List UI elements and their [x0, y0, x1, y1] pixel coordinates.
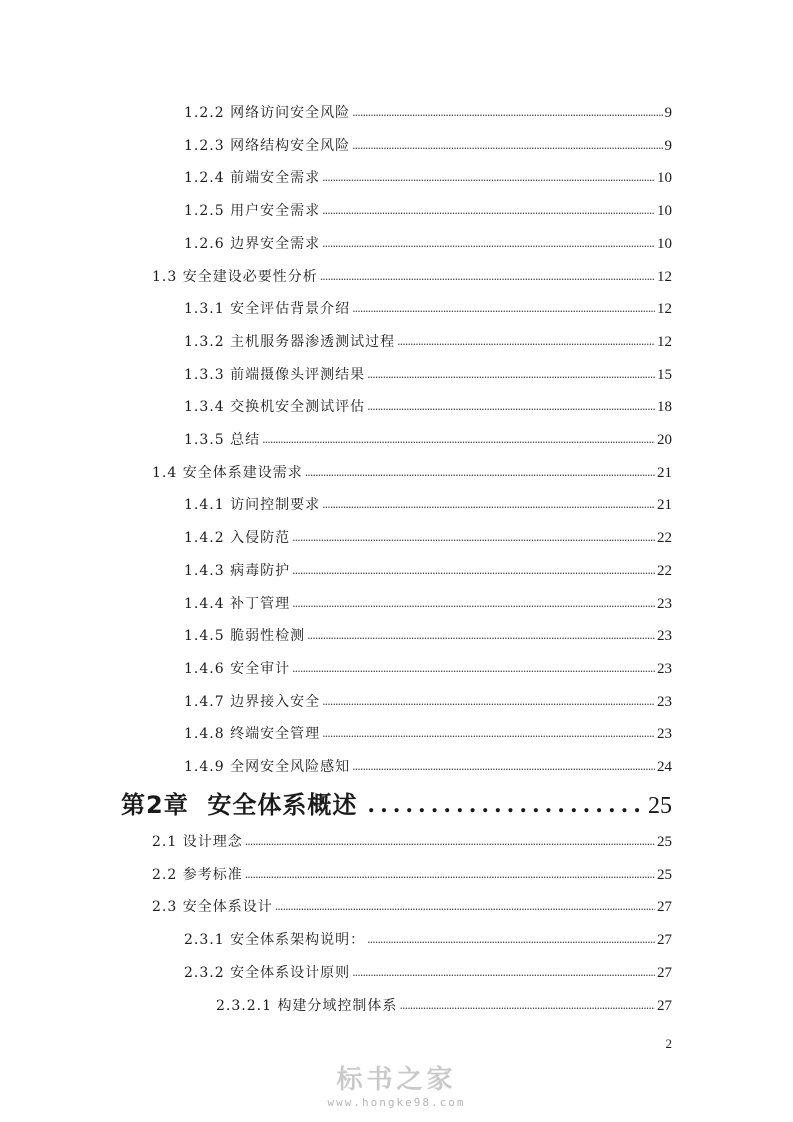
toc-entry-number: 1.4.5 — [184, 628, 225, 645]
dot-leader — [367, 933, 655, 946]
toc-entry-number: 1.2.6 — [184, 235, 225, 252]
toc-entry[interactable] — [184, 100, 672, 122]
toc-entry-title: 安全评估背景介绍 — [230, 301, 351, 318]
toc-entry[interactable] — [184, 329, 672, 351]
toc-entry-label — [184, 298, 352, 318]
toc-entry-title: 病毒防护 — [230, 562, 291, 579]
toc-entry[interactable] — [184, 394, 672, 416]
dot-leader — [322, 204, 655, 217]
toc-entry-label — [152, 462, 305, 482]
dot-leader — [292, 531, 655, 544]
toc-entry[interactable] — [152, 460, 672, 482]
toc-entry-title: 安全体系设计原则 — [230, 964, 351, 981]
toc-entry[interactable] — [184, 198, 672, 220]
toc-entry-label — [184, 593, 292, 613]
toc-entry-label — [184, 364, 367, 384]
toc-entry[interactable] — [184, 721, 672, 743]
toc-entry-page: 27 — [657, 997, 672, 1014]
toc-entry-title: 主机服务器渗透测试过程 — [230, 333, 396, 350]
toc-entry-number: 2.2 — [152, 866, 178, 883]
toc-entry-label — [152, 864, 245, 884]
toc-entry[interactable] — [184, 927, 672, 949]
toc-entry[interactable] — [184, 656, 672, 678]
toc-entry-page: 27 — [657, 899, 672, 916]
toc-entry-title: 构建分域控制体系 — [277, 997, 398, 1014]
toc-entry-number: 2.3.1 — [184, 932, 225, 949]
toc-entry-title: 终端安全管理 — [230, 726, 321, 743]
toc-entry[interactable] — [184, 133, 672, 155]
dot-leader — [322, 695, 655, 708]
toc-entry[interactable] — [216, 993, 672, 1015]
toc-entry[interactable] — [184, 165, 672, 187]
toc-entry-label — [184, 658, 292, 678]
toc-entry[interactable] — [184, 623, 672, 645]
toc-entry-number: 1.2.5 — [184, 203, 225, 220]
toc-entry-page: 21 — [657, 497, 672, 514]
toc-entry-label — [152, 831, 245, 851]
toc-entry-number: 1.4.3 — [184, 562, 225, 579]
toc-entry[interactable] — [184, 558, 672, 580]
dot-leader — [352, 106, 662, 119]
dot-leader — [367, 368, 655, 381]
toc-entry-number: 1.4.9 — [184, 759, 225, 775]
toc-entry-title: 用户安全需求 — [230, 203, 321, 220]
toc-entry-page: 22 — [657, 530, 672, 547]
toc-entry-page: 9 — [664, 137, 672, 154]
toc-entry-number: 1.2.2 — [184, 105, 225, 121]
dot-leader — [292, 662, 655, 675]
dot-leader — [399, 999, 655, 1012]
toc-entry-label — [184, 527, 292, 547]
toc-entry-number: 1.2.3 — [184, 137, 225, 154]
toc-entry-number: 1.3 — [152, 268, 178, 285]
toc-entry-page: 20 — [657, 432, 672, 448]
toc-entry-title: 参考标准 — [182, 866, 243, 883]
toc-entry-label — [184, 691, 322, 711]
toc-entry-title: 前端摄像头评测结果 — [230, 366, 366, 383]
toc-entry-number: 1.3.4 — [184, 399, 225, 416]
toc-entry-label — [184, 429, 262, 449]
dot-leader — [352, 760, 655, 773]
toc-entry-title: 边界接入安全 — [230, 693, 321, 710]
toc-entry-number: 1.4 — [152, 464, 178, 481]
toc-entry-label — [216, 995, 399, 1015]
toc-entry-title: 安全体系设计 — [182, 899, 273, 916]
toc-entry-page: 12 — [657, 333, 672, 350]
toc-entry-label — [184, 135, 352, 155]
toc-entry[interactable] — [152, 829, 672, 851]
toc-entry[interactable] — [184, 960, 672, 982]
toc-entry-number: 1.4.6 — [184, 660, 225, 677]
toc-entry-number: 2.1 — [152, 834, 178, 850]
toc-entry-page: 12 — [657, 268, 672, 285]
dot-leader — [262, 433, 655, 446]
dot-leader — [357, 792, 640, 818]
toc-entry-page: 24 — [657, 759, 672, 775]
toc-entry-title: 网络结构安全风险 — [230, 137, 351, 154]
toc-entry-label — [184, 560, 292, 580]
dot-leader — [322, 727, 655, 740]
toc-entry[interactable] — [184, 754, 672, 776]
toc-entry-title: 补丁管理 — [230, 595, 291, 612]
dot-leader — [322, 237, 655, 250]
dot-leader — [307, 629, 655, 642]
dot-leader — [322, 498, 655, 511]
toc-entry-title: 交换机安全测试评估 — [230, 399, 366, 416]
toc-entry-title: 边界安全需求 — [230, 235, 321, 252]
chapter-number: 第2章 — [121, 791, 189, 819]
toc-entry-title: 设计理念 — [182, 834, 243, 850]
toc-entry-page: 23 — [657, 660, 672, 677]
toc-entry-title: 前端安全需求 — [230, 170, 321, 187]
dot-leader — [352, 139, 662, 152]
toc-entry-title: 安全体系架构说明： — [230, 932, 366, 949]
dot-leader — [320, 270, 655, 283]
chapter-2-entry[interactable] — [121, 786, 672, 820]
chapter-page: 25 — [648, 793, 672, 819]
toc-entry-label — [184, 233, 322, 253]
toc-entry[interactable] — [184, 362, 672, 384]
toc-entry-label — [184, 962, 352, 982]
toc-entry-label — [184, 200, 322, 220]
toc-entry-number: 1.3.5 — [184, 432, 225, 448]
dot-leader — [245, 868, 655, 881]
toc-entry[interactable] — [152, 264, 672, 286]
toc-entry-label — [184, 929, 367, 949]
toc-entry-page: 10 — [657, 203, 672, 220]
toc-entry-page: 21 — [657, 464, 672, 481]
toc-entry-number: 1.3.3 — [184, 366, 225, 383]
toc-entry-page: 23 — [657, 595, 672, 612]
toc-entry[interactable] — [184, 525, 672, 547]
toc-entry-page: 15 — [657, 366, 672, 383]
toc-entry[interactable] — [184, 591, 672, 613]
toc-entry-label — [184, 167, 322, 187]
toc-entry[interactable] — [184, 231, 672, 253]
toc-entry[interactable] — [184, 492, 672, 514]
toc-entry-title: 入侵防范 — [230, 530, 291, 547]
toc-entry-number: 1.4.1 — [184, 497, 225, 514]
toc-entry-label — [152, 266, 320, 286]
toc-entry-label — [184, 625, 307, 645]
watermark-url: www.hongke98.com — [327, 1096, 466, 1109]
toc-entry-label — [184, 756, 352, 776]
dot-leader — [292, 564, 655, 577]
dot-leader — [305, 466, 655, 479]
toc-entry-number: 1.4.4 — [184, 595, 225, 612]
toc-entry-number: 1.3.1 — [184, 301, 225, 318]
toc-entry-label — [184, 494, 322, 514]
toc-entry-page: 23 — [657, 693, 672, 710]
toc-entry[interactable] — [184, 689, 672, 711]
toc-entry-number: 2.3.2 — [184, 964, 225, 981]
toc-entry-title: 脆弱性检测 — [230, 628, 306, 645]
toc-entry-label — [184, 723, 322, 743]
toc-entry-page: 10 — [657, 235, 672, 252]
toc-entry-number: 2.3 — [152, 899, 178, 916]
toc-entry-page: 27 — [657, 964, 672, 981]
chapter-title — [121, 785, 357, 820]
watermark-logo: 标书之家 — [336, 1065, 457, 1095]
toc-entry-number: 1.4.7 — [184, 693, 225, 710]
toc-entry-page: 18 — [657, 399, 672, 416]
toc-entry-page: 22 — [657, 562, 672, 579]
toc-entry-page: 23 — [657, 726, 672, 743]
toc-entry-number: 1.3.2 — [184, 333, 225, 350]
watermark — [0, 1066, 793, 1109]
toc-entry-title: 总结 — [230, 432, 261, 448]
dot-leader — [275, 900, 655, 913]
toc-entry-title: 网络访问安全风险 — [230, 105, 351, 121]
toc-entry[interactable] — [184, 296, 672, 318]
toc-entry-page: 9 — [664, 105, 672, 121]
toc-entry-page: 23 — [657, 628, 672, 645]
toc-entry-number: 1.4.2 — [184, 530, 225, 547]
dot-leader — [292, 597, 655, 610]
toc-entry-label — [184, 102, 352, 122]
toc-entry-page: 25 — [657, 866, 672, 883]
dot-leader — [367, 400, 655, 413]
toc-entry-page: 10 — [657, 170, 672, 187]
toc-entry-label — [184, 331, 397, 351]
toc-entry-title: 安全审计 — [230, 660, 291, 677]
toc-entry-title: 安全体系建设需求 — [182, 464, 303, 481]
chapter-name: 安全体系概述 — [207, 791, 358, 819]
toc-entry-page: 27 — [657, 932, 672, 949]
toc-entry[interactable] — [152, 894, 672, 916]
dot-leader — [352, 302, 655, 315]
toc-entry[interactable] — [152, 862, 672, 884]
dot-leader — [245, 835, 655, 848]
toc-entry-title: 安全建设必要性分析 — [182, 268, 318, 285]
dot-leader — [352, 966, 655, 979]
toc-entry-label — [184, 396, 367, 416]
toc-entry-number: 1.4.8 — [184, 726, 225, 743]
toc-entry-label — [152, 896, 275, 916]
toc-entry-page: 12 — [657, 301, 672, 318]
toc-entry-title: 访问控制要求 — [230, 497, 321, 514]
page-number: 2 — [665, 1036, 672, 1051]
toc-entry-number: 1.2.4 — [184, 170, 225, 187]
toc-entry[interactable] — [184, 427, 672, 449]
toc-entry-title: 全网安全风险感知 — [230, 759, 351, 775]
dot-leader — [397, 335, 655, 348]
dot-leader — [322, 171, 655, 184]
toc-entry-page: 25 — [657, 834, 672, 850]
toc-entry-number: 2.3.2.1 — [216, 997, 272, 1014]
